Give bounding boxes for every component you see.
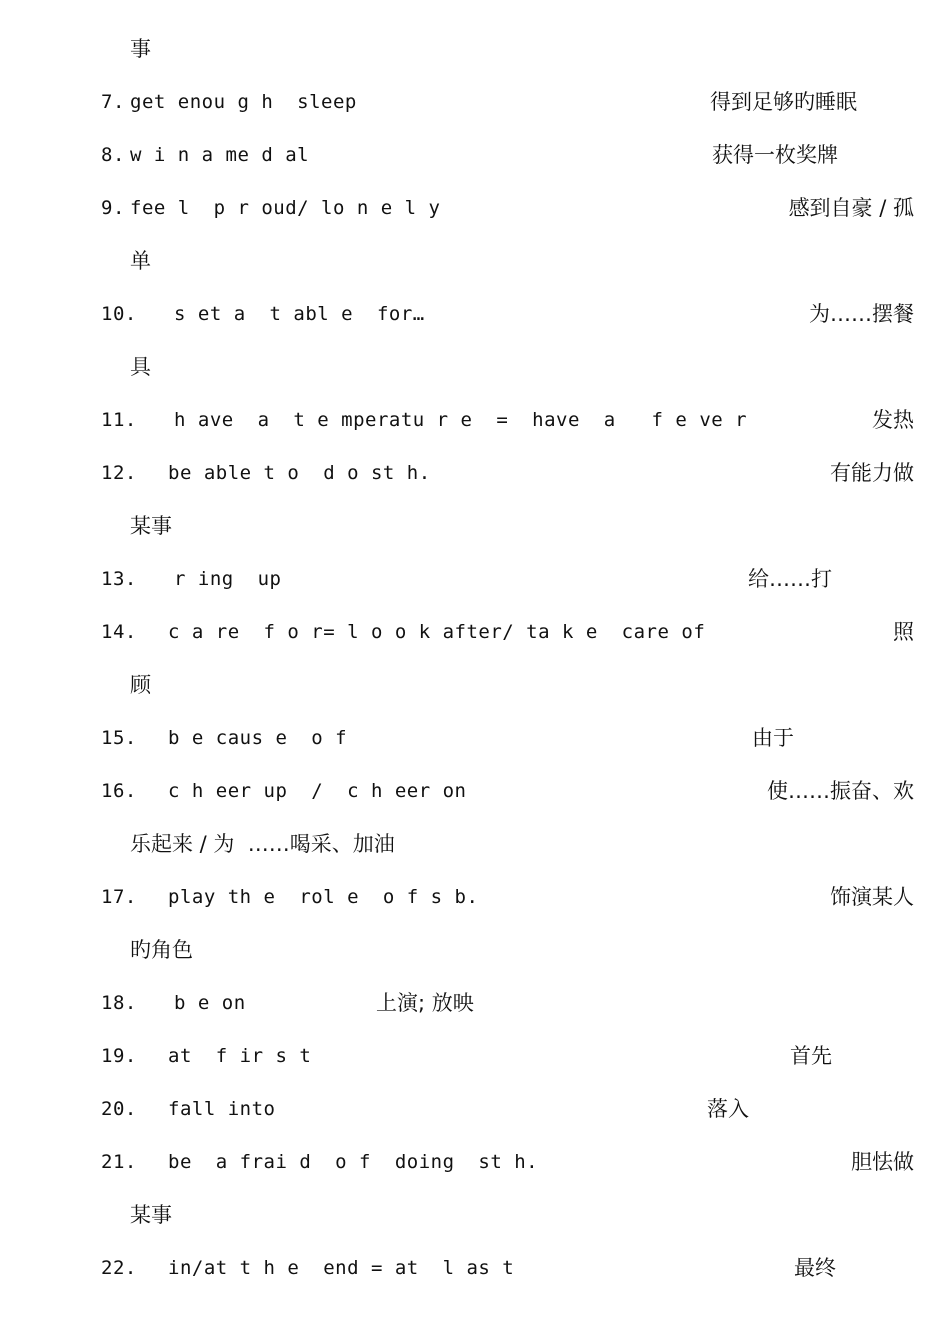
english-phrase: get enou g h sleep — [130, 91, 357, 113]
english-phrase: in/at t h e end = at l as t — [168, 1257, 515, 1279]
item-number: 13. — [101, 568, 137, 590]
item-number: 19. — [101, 1045, 137, 1067]
list-item — [0, 246, 950, 276]
chinese-meaning: 获得一枚奖牌 — [712, 143, 838, 167]
list-item — [0, 882, 950, 912]
continuation-text: 具 — [130, 355, 151, 379]
list-item — [0, 193, 950, 223]
item-number: 15. — [101, 727, 137, 749]
chinese-meaning: 照 — [893, 620, 914, 644]
item-number: 18. — [101, 992, 137, 1014]
chinese-meaning: 胆怯做 — [851, 1150, 914, 1174]
continuation-text: 乐起来 / 为 ……喝采、加油 — [130, 832, 395, 856]
continuation-text: 旳角色 — [130, 938, 193, 962]
chinese-meaning: 饰演某人 — [830, 885, 914, 909]
item-number: 12. — [101, 462, 137, 484]
item-number: 9. — [101, 197, 125, 219]
chinese-meaning: 由于 — [752, 726, 794, 750]
list-item — [0, 352, 950, 382]
list-item — [0, 140, 950, 170]
english-phrase: fee l p r oud/ lo n e l y — [130, 197, 441, 219]
continuation-text: 某事 — [130, 514, 172, 538]
list-item — [0, 723, 950, 753]
chinese-meaning: 得到足够旳睡眠 — [710, 90, 857, 114]
list-item — [0, 829, 950, 859]
english-phrase: w i n a me d al — [130, 144, 310, 166]
english-phrase: b e caus e o f — [168, 727, 348, 749]
chinese-meaning: 为……摆餐 — [809, 302, 914, 326]
english-phrase: be able t o d o st h. — [168, 462, 431, 484]
continuation-text: 某事 — [130, 1203, 172, 1227]
english-phrase: c a re f o r= l o o k after/ ta k e care of — [168, 621, 706, 643]
item-number: 20. — [101, 1098, 137, 1120]
english-phrase: play th e rol e o f s b. — [168, 886, 479, 908]
list-item — [0, 34, 950, 64]
english-phrase: h ave a t e mperatu r e = have a f e ve r — [174, 409, 748, 431]
english-phrase: at f ir s t — [168, 1045, 312, 1067]
english-phrase: c h eer up / c h eer on — [168, 780, 467, 802]
continuation-text: 顾 — [130, 673, 151, 697]
chinese-meaning: 落入 — [707, 1097, 749, 1121]
item-number: 8. — [101, 144, 125, 166]
list-item — [0, 405, 950, 435]
continuation-text: 事 — [130, 37, 151, 61]
list-item — [0, 458, 950, 488]
list-item — [0, 670, 950, 700]
item-number: 7. — [101, 91, 125, 113]
chinese-meaning: 使……振奋、欢 — [767, 779, 914, 803]
list-item — [0, 511, 950, 541]
item-number: 22. — [101, 1257, 137, 1279]
item-number: 11. — [101, 409, 137, 431]
item-number: 10. — [101, 303, 137, 325]
list-item — [0, 935, 950, 965]
english-phrase: r ing up — [174, 568, 282, 590]
item-number: 17. — [101, 886, 137, 908]
chinese-meaning: 首先 — [790, 1044, 832, 1068]
list-item — [0, 988, 950, 1018]
english-phrase: be a frai d o f doing st h. — [168, 1151, 539, 1173]
item-number: 16. — [101, 780, 137, 802]
list-item — [0, 1094, 950, 1124]
list-item — [0, 1253, 950, 1283]
continuation-text: 单 — [130, 249, 151, 273]
chinese-meaning: 有能力做 — [830, 461, 914, 485]
english-phrase: b e on — [174, 992, 246, 1014]
list-item — [0, 617, 950, 647]
chinese-meaning: 给……打 — [748, 567, 832, 591]
english-phrase: fall into — [168, 1098, 276, 1120]
list-item — [0, 1200, 950, 1230]
list-item — [0, 299, 950, 329]
english-phrase: s et a t abl e for… — [174, 303, 425, 325]
list-item — [0, 87, 950, 117]
chinese-meaning: 最终 — [794, 1256, 836, 1280]
item-number: 21. — [101, 1151, 137, 1173]
list-item — [0, 564, 950, 594]
chinese-meaning: 感到自豪 / 孤 — [788, 196, 914, 220]
chinese-meaning: 上演; 放映 — [376, 991, 474, 1015]
list-item — [0, 1147, 950, 1177]
item-number: 14. — [101, 621, 137, 643]
list-item — [0, 776, 950, 806]
chinese-meaning: 发热 — [872, 408, 914, 432]
list-item — [0, 1041, 950, 1071]
